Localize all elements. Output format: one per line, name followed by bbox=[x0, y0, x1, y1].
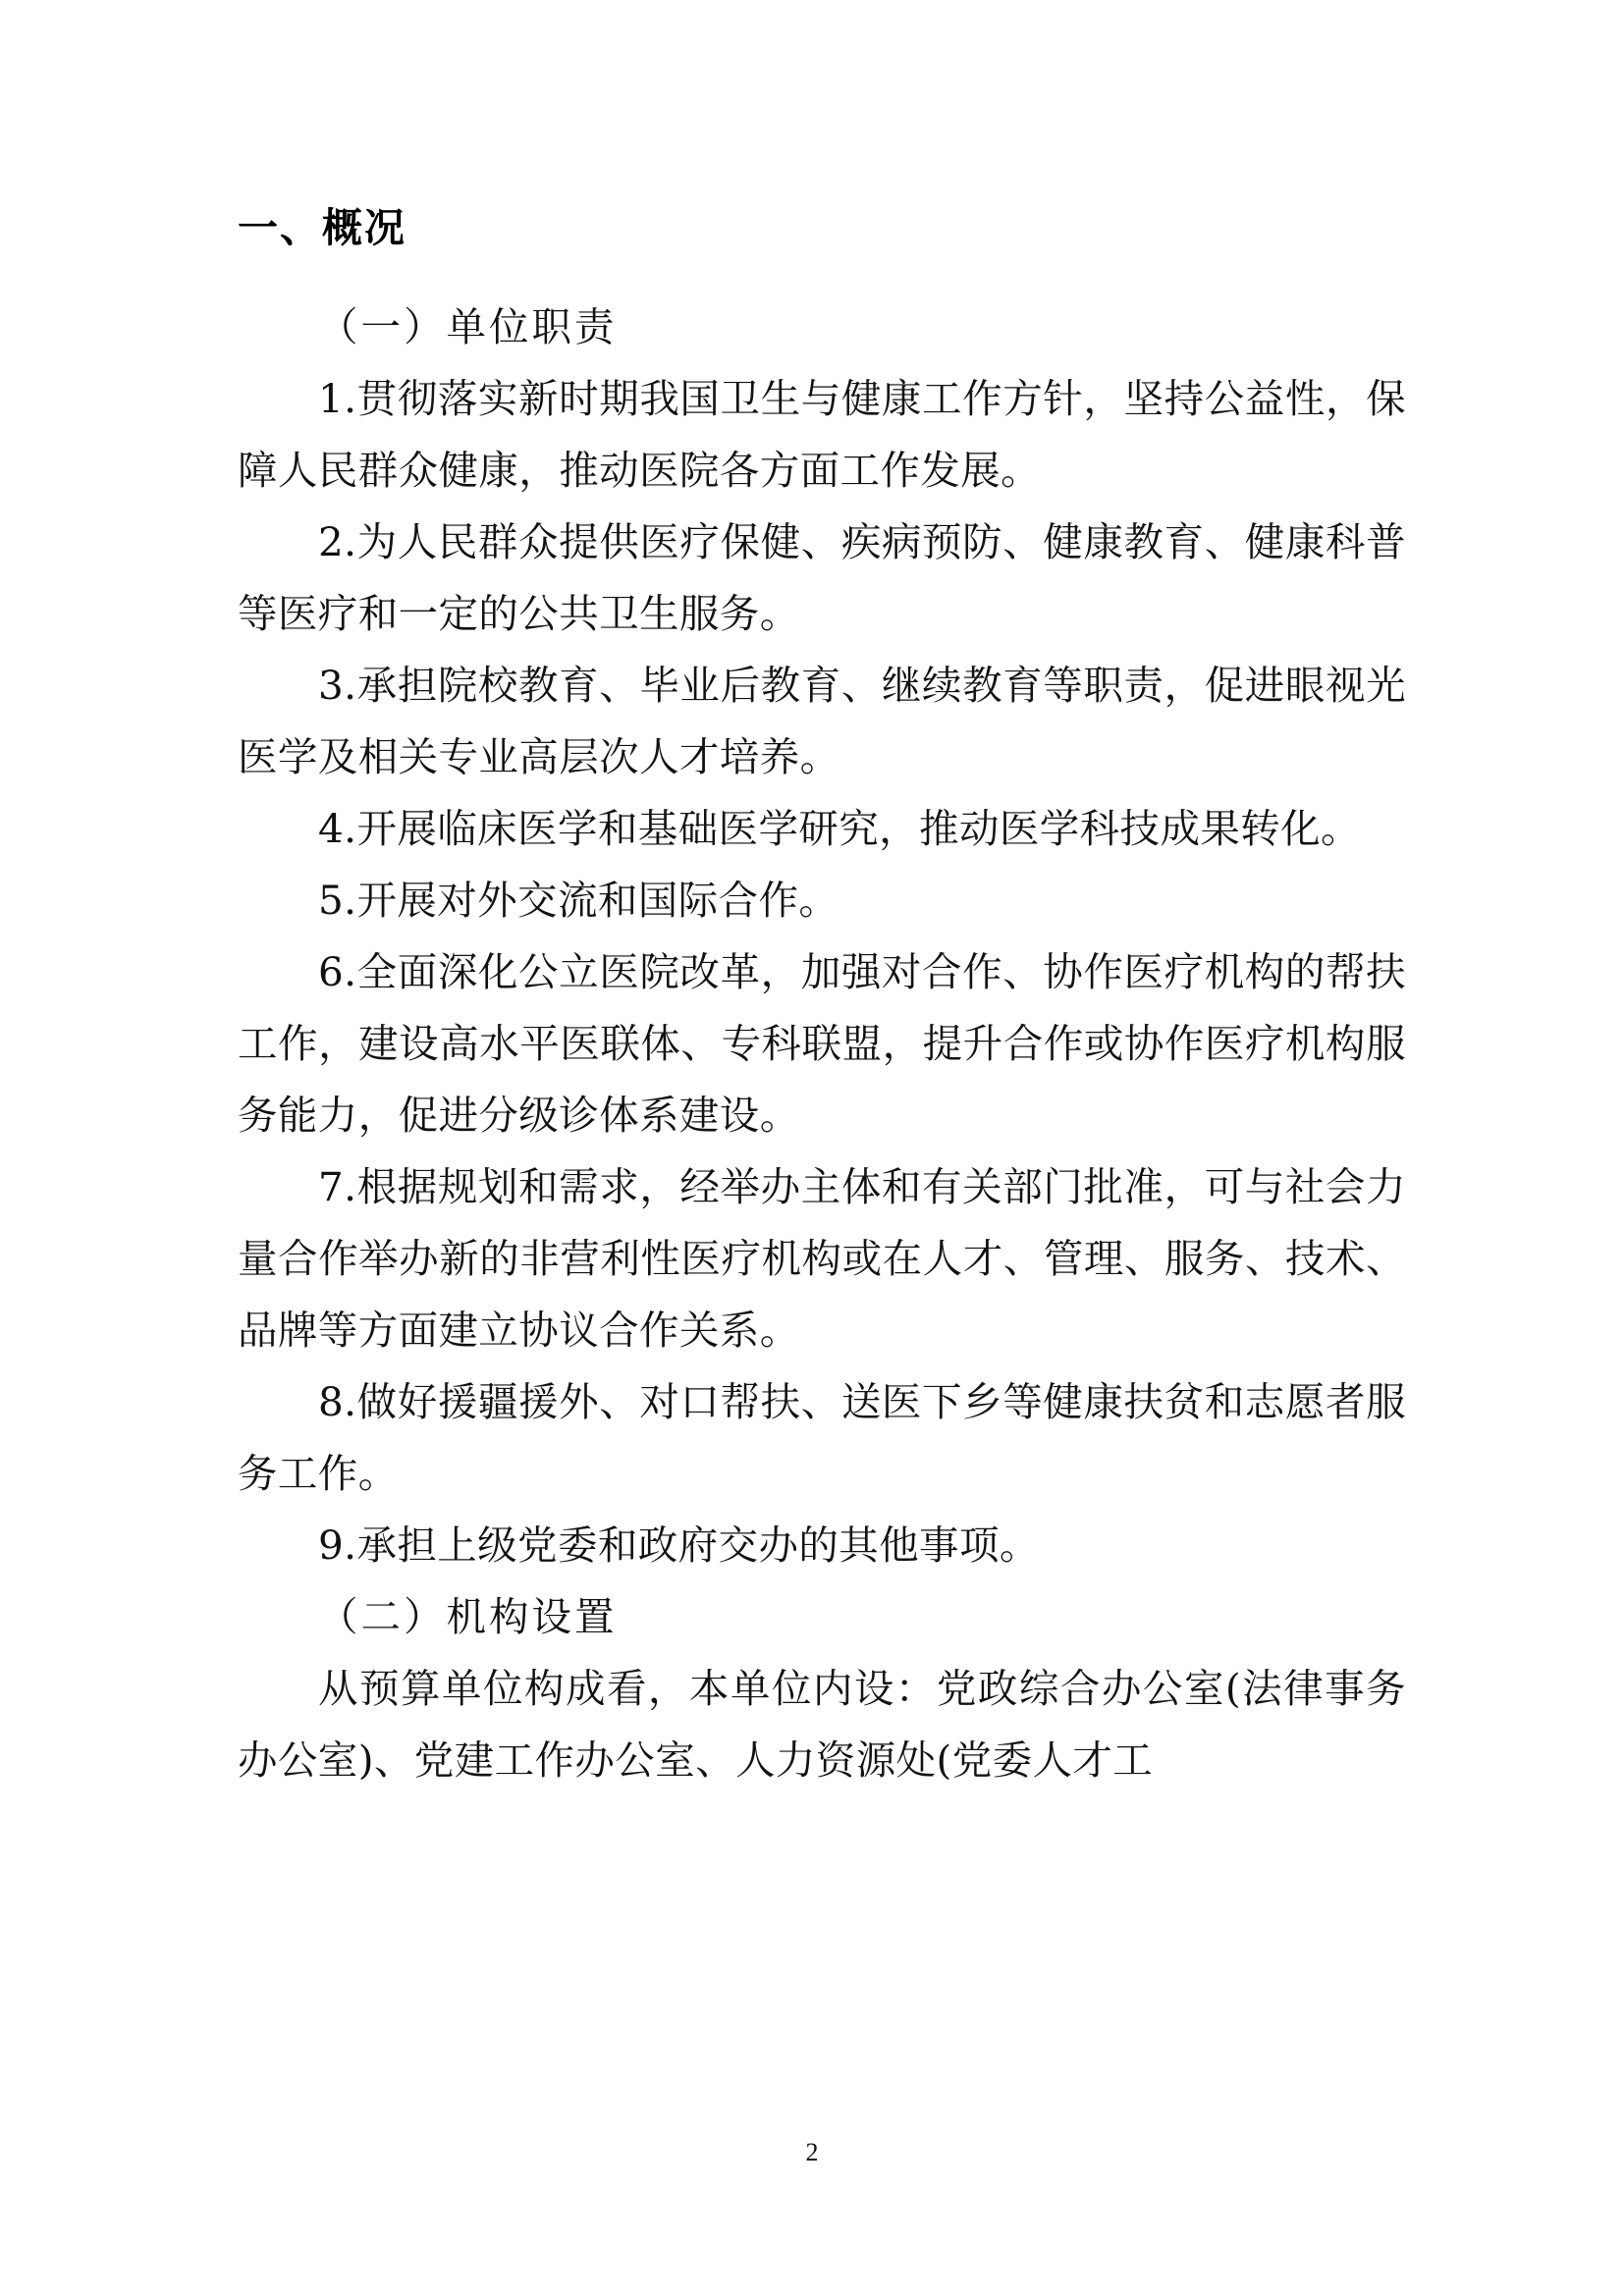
page-number: 2 bbox=[805, 2138, 819, 2166]
duty-item-3: 3.承担院校教育、毕业后教育、继续教育等职责，促进眼视光医学及相关专业高层次人才培养。 bbox=[238, 662, 1406, 780]
org-structure-paragraph: 从预算单位构成看，本单位内设：党政综合办公室(法律事务办公室)、党建工作办公室、人力资源处(党委人才工 bbox=[238, 1665, 1406, 1784]
duty-item-5: 5.开展对外交流和国际合作。 bbox=[318, 877, 839, 924]
duty-item-6: 6.全面深化公立医院改革，加强对合作、协作医疗机构的帮扶工作，建设高水平医联体、专科联盟，提升合作或协作医疗机构服务能力，促进分级诊体系建设。 bbox=[238, 948, 1406, 1139]
subsection-heading-unit-duties: （一）单位职责 bbox=[318, 303, 618, 350]
duty-item-9: 9.承担上级党委和政府交办的其他事项。 bbox=[318, 1522, 1040, 1569]
section-heading: 一、概况 bbox=[238, 204, 406, 251]
duty-item-4: 4.开展临床医学和基础医学研究，推动医学科技成果转化。 bbox=[318, 805, 1361, 852]
duty-item-8: 8.做好援疆援外、对口帮扶、送医下乡等健康扶贫和志愿者服务工作。 bbox=[238, 1378, 1406, 1497]
duty-item-7: 7.根据规划和需求，经举办主体和有关部门批准，可与社会力量合作举办新的非营利性医疗机构或在人才、管理、服务、技术、品牌等方面建立协议合作关系。 bbox=[238, 1163, 1406, 1354]
duty-item-2: 2.为人民群众提供医疗保健、疾病预防、健康教育、健康科普等医疗和一定的公共卫生服务。 bbox=[238, 518, 1406, 637]
subsection-heading-org-structure: （二）机构设置 bbox=[318, 1593, 618, 1640]
duty-item-1: 1.贯彻落实新时期我国卫生与健康工作方针，坚持公益性，保障人民群众健康，推动医院各方面工作发展。 bbox=[238, 375, 1406, 494]
page-content bbox=[238, 204, 1406, 1796]
